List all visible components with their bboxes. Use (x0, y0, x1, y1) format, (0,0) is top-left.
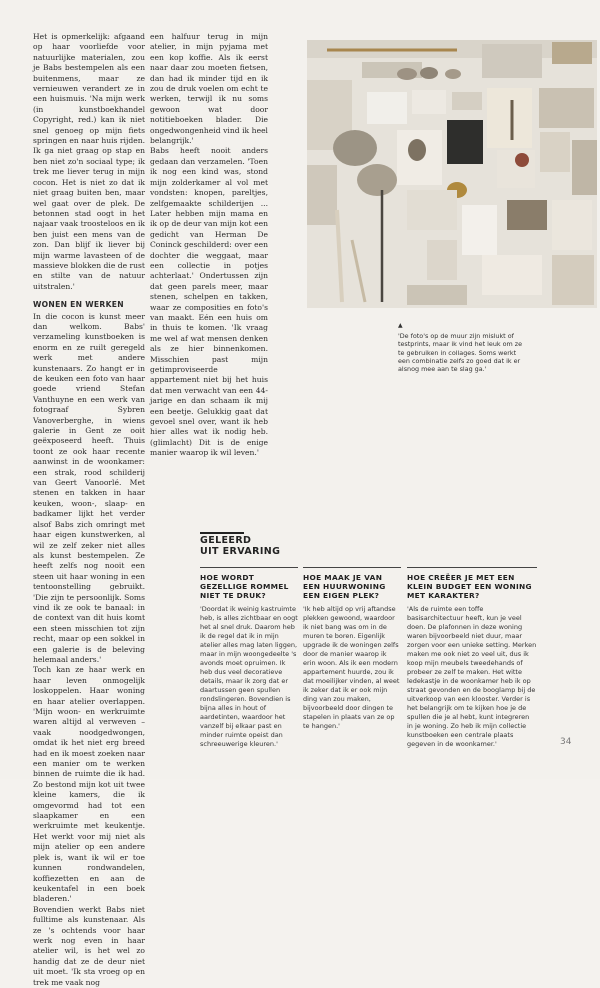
article-subheading: WONEN EN WERKEN (33, 300, 124, 310)
section-title-line: GELEERD (200, 535, 252, 546)
qa-block (200, 567, 298, 749)
qa-answer: 'Ik heb altijd op vrij aftandse plekken gewoond, waardoor ik niet bang was om in de muren te boren. Eigenlijk upgrade ik de woningen zelfs door de manier waarop ik erin woon. Als ik een modern appartement huurde, zou ik dat moeilijker vinden, al weet ik zeker dat ik er ook mijn ding van zou maken, bijvoorbeeld door dingen te stapelen in plaats van ze op te hangen.' (303, 604, 400, 730)
caption-text: 'De foto's op de muur zijn mislukt of testprints, maar ik vind het leuk om ze te gebruiken in collages. Soms werkt een combinatie zelfs zo goed dat ik er alsnog mee aan te slag ga.' (398, 332, 523, 374)
article-paragraph: Toch kan ze haar werk en haar leven onmogelijk loskoppelen. Haar woning en haar atelier overlappen. 'Mijn woon- en werkruimte waren altijd al verweven – vaak noodgedwongen, omdat ik het niet erg breed had en ik moest zoeken naar een manier om te werken binnen de ruimte die ik had. Zo bestond mijn kot uit twee kleine kamers, die ik omgevormd had tot een slaapkamer en een werkruimte met keukentje. Het werkt voor mij niet als mijn atelier op een andere plek is, want ik wil er toe kunnen rondwandelen, koffiezetten en aan de keukentafel in een boek bladeren.' (33, 665, 145, 904)
article-paragraph: In die cocon is kunst meer dan welkom. Babs' verzameling kunstboeken is enorm en ze ruilt geregeld werk met andere kunstenaars. Zo hangt er in de keuken een foto van haar goede vriend Stefan Vanthuyne en een werk van fotograaf Sybren Vanoverberghe, in wiens galerie in Gent ze ooit geëxposeerd heeft. Thuis toont ze ook haar recente aanwinst in de woonkamer: een strak, rood schilderij van Geert Vanoorlé. Met stenen en takken in haar keuken, woon-, slaap- en badkamer lijkt het verder alsof Babs zich omringt met haar eigen kunstwerken, al wil ze zelf zeker niet alles als kunst bestempelen. Ze heeft zelfs nog nooit een steen uit haar woning in een tentoonstelling gebruikt. 'Die zijn te persoonlijk. Soms vind ik ze ook te banaal: in de context van dit huis komt een steen misschien tot zijn recht, maar op een sokkel in een galerie is de beleving helemaal anders.' (33, 311, 145, 664)
qa-question: HOE WORDT GEZELLIGE ROMMEL NIET TE DRUK? (200, 573, 289, 601)
photo-caption (398, 322, 523, 373)
page-number: 34 (560, 737, 572, 747)
article-paragraph: Het is opmerkelijk: afgaand op haar voorliefde voor natuurlijke materialen, zou je Babs bestempelen als een buitenmens, maar ze vernieuwen verandert ze in een huismuis. 'Na mijn werk (in kunstboekhandel Copyright, red.) kan ik niet snel genoeg op mijn fiets springen en naar huis rijden. Ik ga niet graag op stap en ben niet zo'n sociaal type; ik trek me liever terug in mijn cocon. Het is niet zo dat ik niet graag buiten ben, maar wel gaat over de plek. De betonnen stad oogt in het najaar vaak troosteloos en ik ben juist een mens van de zon. Dan blijf ik liever bij mijn warme lavasteen of de massieve blokken die de rust en stilte van de natuur uitstralen.' (33, 32, 145, 291)
qa-divider (200, 567, 298, 568)
article-column-1 (33, 32, 145, 988)
article-paragraph: Babs heeft nooit anders gedaan dan verzamelen. 'Toen ik nog een kind was, stond mijn zolderkamer al vol met vondsten: knopen, pareltjes, zelfgemaakte schilderijen ... Later hebben mijn mama en ik op de deur van mijn kot een gedicht van Herman De Coninck geschilderd: over een dochter die weggaat, maar een collectie in potjes achterlaat.' Ondertussen zijn dat geen parels meer, maar stenen, schelpen en takken, waar ze composities en foto's van maakt. Eén een huis om in thuis te komen. 'Ik vraag me wel af wat mensen denken als ze hier binnenkomen. Misschien past mijn getimproviseerde appartement niet bij het huis dat men verwacht van een 44-jarige en dan schaam ik mij een beetje. Gelukkig gaat dat gevoel snel over, want ik heb hier alles wat ik nodig heb. (glimlacht) Dit is de enige manier waarop ik wil leven.' (150, 146, 268, 458)
qa-question: HOE MAAK JE VAN EEN HUURWONING EEN EIGEN PLEK? (303, 573, 386, 601)
qa-block (407, 567, 537, 749)
article-column-2 (150, 32, 268, 459)
qa-question: HOE CREËER JE MET EEN KLEIN BUDGET EEN WONING MET KARAKTER? (407, 573, 532, 601)
article-paragraph: Bovendien werkt Babs niet fulltime als kunstenaar. Als ze 's ochtends voor haar werk nog even in haar atelier wil, is het wel zo handig dat ze de deur niet uit moet. 'Ik sta vroeg op en trek me vaak nog (33, 904, 145, 987)
section-divider (200, 532, 244, 534)
triangle-marker-icon: ▲ (398, 322, 403, 329)
qa-divider (303, 567, 401, 568)
wall-collage-photo (307, 40, 597, 308)
qa-answer: 'Doordat ik weinig kastruimte heb, is alles zichtbaar en oogt het al snel druk. Daarom heb ik de regel dat ik in mijn atelier alles mag laten liggen, maar in mijn woongedeelte 's avonds moet opruimen. Ik heb dus veel decoratieve details, maar ik zorg dat er daartussen geen spullen rondslingeren. Bovendien is bijna alles in hout of aardetinten, waardoor het vanzelf bij elkaar past en minder ruimte opeist dan schreeuwerige kleuren.' (200, 604, 298, 748)
qa-answer: 'Als de ruimte een toffe basisarchitectuur heeft, kun je veel doen. De plafonnen in deze woning waren bijvoorbeeld niet duur, maar zorgen voor een unieke setting. Merken maken me ook niet zo veel uit, dus ik koop mijn meubels tweedehands of probeer ze zelf te maken. Het witte ledekastje in de woonkamer heb ik op straat gevonden en de booglamp bij de uitverkoop van een klooster. Verder is het belangrijk om te kijken hoe je de spullen die je al hebt, kunt integreren in je woning. Zo heb ik mijn collectie kunstboeken een centrale plaats gegeven in de woonkamer.' (407, 604, 537, 748)
article-paragraph: een halfuur terug in mijn atelier, in mijn pyjama met een kop koffie. Als ik eerst naar daar zou moeten fietsen, dan had ik minder tijd en ik zou de druk voelen om echt te werken, terwijl ik nu soms gewoon wat door notitieboeken blader. Die ongedwongenheid vind ik heel belangrijk.' (150, 32, 268, 146)
section-title-line: UIT ERVARING (200, 546, 281, 557)
collage-illustration (307, 40, 597, 308)
section-title (200, 535, 280, 557)
qa-block (303, 567, 401, 731)
qa-divider (407, 567, 537, 568)
